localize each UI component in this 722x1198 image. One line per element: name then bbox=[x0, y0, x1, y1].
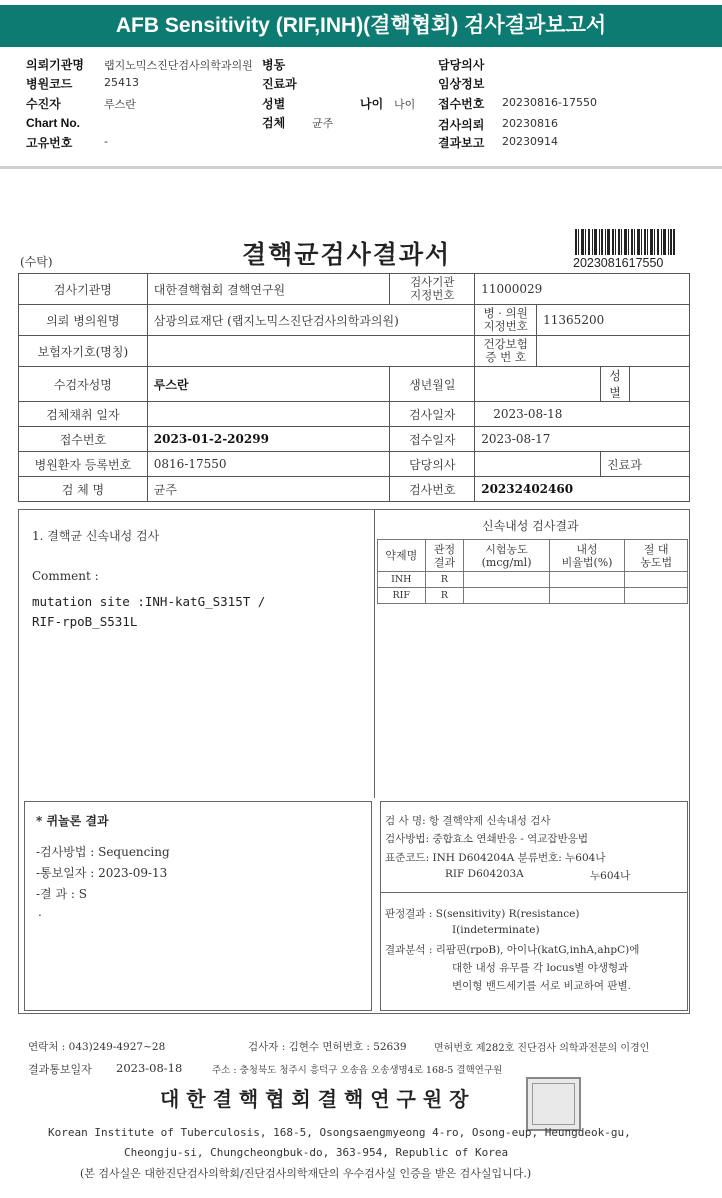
client-code-value: 11365200 bbox=[537, 305, 690, 336]
accession-value-cell: 2023-01-2-20299 bbox=[147, 427, 390, 452]
patient-name-label: 수검자성명 bbox=[19, 367, 148, 402]
doctor-label-cell: 담당의사 bbox=[390, 452, 475, 477]
quinolone-title: * 퀴놀론 결과 bbox=[36, 814, 109, 828]
accession-label-cell: 접수번호 bbox=[19, 427, 148, 452]
lab-name-value: 대한결핵협회 결핵연구원 bbox=[147, 274, 390, 305]
quinolone-notice-date: -통보일자 : 2023-09-13 bbox=[36, 866, 168, 880]
ward-label: 병동 bbox=[262, 58, 286, 72]
method-test-name: 검 사 명: 항 결핵약제 신속내성 검사 bbox=[385, 815, 551, 827]
age-label: 나이 bbox=[360, 97, 384, 111]
footer-english-2: Cheongju-si, Chungcheongbuk-do, 363-954, Republic of Korea bbox=[124, 1146, 509, 1159]
test-no-label: 검사번호 bbox=[390, 477, 475, 502]
table-row bbox=[19, 427, 690, 452]
quinolone-box bbox=[24, 801, 372, 1011]
insured-label: 보험자기호(명칭) bbox=[19, 336, 148, 367]
requester-value: 랩지노믹스진단검사의학과의원 bbox=[104, 59, 253, 72]
report-date-label: 결과보고 bbox=[438, 136, 485, 150]
sens-abs-rif bbox=[625, 588, 688, 604]
receipt-date-label: 접수일자 bbox=[390, 427, 475, 452]
hosp-reg-value: 0816-17550 bbox=[147, 452, 390, 477]
sex-label: 성별 bbox=[262, 97, 286, 111]
table-row bbox=[19, 274, 690, 305]
sens-header-absolute: 절 대 농도법 bbox=[625, 540, 688, 572]
client-code-label: 병 · 의원 지정번호 bbox=[475, 305, 537, 336]
unique-no-label: 고유번호 bbox=[26, 136, 73, 150]
insured-value bbox=[147, 336, 474, 367]
sens-result-inh: R bbox=[425, 572, 464, 588]
table-row bbox=[19, 305, 690, 336]
request-date-value: 20230816 bbox=[502, 117, 558, 130]
footer-institute-name: 대 한 결 핵 협 회 결 핵 연 구 원 장 bbox=[160, 1087, 469, 1111]
sens-drug-inh: INH bbox=[378, 572, 426, 588]
hospital-code-label: 병원코드 bbox=[26, 77, 73, 91]
analysis-line-1: 결과분석 : 리팜핀(rpoB), 아이나(katG,inhA,ahpC)에 bbox=[385, 944, 640, 956]
section-title: 1. 결핵균 신속내성 검사 bbox=[32, 529, 160, 543]
sens-header-ratio: 내성 비율법(%) bbox=[549, 540, 625, 572]
requester-label: 의뢰기관명 bbox=[26, 58, 84, 72]
method-test-method: 검사방법: 중합효소 연쇄반응 - 역교잡반응법 bbox=[385, 833, 589, 845]
specimen-name-value: 균주 bbox=[147, 477, 390, 502]
barcode bbox=[575, 229, 675, 255]
collect-date-value bbox=[147, 402, 390, 427]
quinolone-result: -결 과 : S bbox=[36, 887, 87, 901]
official-seal bbox=[526, 1077, 581, 1131]
method-std-code-2: RIF D604203A bbox=[445, 868, 524, 880]
collect-date-label: 검체채취 일자 bbox=[19, 402, 148, 427]
footer-notice-label: 결과통보일자 bbox=[28, 1063, 92, 1076]
quinolone-method: -검사방법 : Sequencing bbox=[36, 845, 170, 859]
hosp-reg-label: 병원환자 등록번호 bbox=[19, 452, 148, 477]
lab-name-label: 검사기관명 bbox=[19, 274, 148, 305]
table-row bbox=[378, 588, 688, 604]
report-header bbox=[0, 0, 722, 51]
judge-line-2: I(indeterminate) bbox=[452, 924, 540, 936]
insurance-no-label: 건강보험 증 번 호 bbox=[475, 336, 537, 367]
footer-license: 면허번호 제282호 진단검사 의학과전문의 이경인 bbox=[434, 1043, 650, 1054]
request-date-label: 검사의뢰 bbox=[438, 118, 485, 132]
sens-ratio-inh bbox=[549, 572, 625, 588]
report-date-value: 20230914 bbox=[502, 135, 558, 148]
patient-info-table bbox=[18, 273, 690, 502]
table-row bbox=[19, 367, 690, 402]
barcode-number: 2023081617550 bbox=[573, 256, 664, 270]
sens-header-result: 관정 결과 bbox=[425, 540, 464, 572]
specimen-label: 검체 bbox=[262, 116, 286, 130]
footer-address: 주소 : 충청북도 청주시 흥덕구 오송읍 오송생명4로 168-5 결핵연구원 bbox=[212, 1065, 503, 1076]
method-box-divider bbox=[380, 892, 688, 893]
unique-no-value: - bbox=[104, 135, 108, 148]
table-row bbox=[19, 477, 690, 502]
footer-certification: (본 검사실은 대한진단검사의학회/진단검사의학재단의 우수검사실 인증을 받은 검사실입니다.) bbox=[80, 1167, 532, 1180]
judge-line-1: 판정결과 : S(sensitivity) R(resistance) bbox=[385, 908, 580, 920]
receipt-date-value: 2023-08-17 bbox=[475, 427, 690, 452]
mutation-line-1: mutation site :INH-katG_S315T / bbox=[32, 594, 266, 609]
test-date-label: 검사일자 bbox=[390, 402, 475, 427]
sens-table-title: 신속내성 검사결과 bbox=[482, 519, 579, 533]
patient-label: 수진자 bbox=[26, 97, 61, 111]
accession-value: 20230816-17550 bbox=[502, 96, 597, 109]
lab-code-value: 11000029 bbox=[475, 274, 690, 305]
sens-header-drug: 약제명 bbox=[378, 540, 426, 572]
analysis-line-3: 변이형 밴드세기를 서로 비교하여 판별. bbox=[452, 980, 631, 992]
result-frame-divider bbox=[374, 509, 375, 798]
patient-value: 루스란 bbox=[104, 98, 136, 111]
age-value: 나이 bbox=[394, 98, 416, 111]
table-row bbox=[19, 336, 690, 367]
footer-notice-date: 2023-08-18 bbox=[116, 1061, 183, 1075]
mutation-line-2: RIF-rpoB_S531L bbox=[32, 614, 138, 629]
birth-value bbox=[475, 367, 601, 402]
doctor-label: 담당의사 bbox=[438, 58, 485, 72]
method-class-code-2: 누604나 bbox=[590, 870, 631, 882]
sens-result-rif: R bbox=[425, 588, 464, 604]
dept-label-cell: 진료과 bbox=[601, 452, 690, 477]
specimen-value: 균주 bbox=[312, 117, 334, 130]
table-row bbox=[378, 540, 688, 572]
consign-label: (수탁) bbox=[20, 255, 53, 269]
sens-drug-rif: RIF bbox=[378, 588, 426, 604]
footer-examiner: 검사자 : 김현수 면허번호 : 52639 bbox=[248, 1041, 407, 1053]
sex-value bbox=[630, 367, 690, 402]
table-row bbox=[378, 572, 688, 588]
client-value: 삼광의료재단 (랩지노믹스진단검사의학과의원) bbox=[147, 305, 474, 336]
footer-english-1: Korean Institute of Tuberculosis, 168-5, Osongsaengmyeong 4-ro, Osong-eup, Heungdeok-gu, bbox=[48, 1126, 631, 1139]
lab-code-label: 검사기관 지정번호 bbox=[390, 274, 475, 305]
chart-no-label: Chart No. bbox=[26, 116, 80, 130]
sens-conc-rif bbox=[464, 588, 549, 604]
clinical-info-label: 임상정보 bbox=[438, 77, 485, 91]
report-meta bbox=[0, 54, 722, 154]
analysis-line-2: 대한 내성 유무를 각 locus별 야생형과 bbox=[452, 962, 629, 974]
sens-abs-inh bbox=[625, 572, 688, 588]
table-row bbox=[19, 402, 690, 427]
insurance-no-value bbox=[537, 336, 690, 367]
scanned-result-document bbox=[0, 166, 722, 1198]
birth-label: 생년월일 bbox=[390, 367, 475, 402]
footer-contact: 연락처 : 043)249-4927~28 bbox=[28, 1041, 166, 1053]
method-std-code-1: 표준코드: INH D604204A 분류번호: 누604나 bbox=[385, 852, 606, 864]
sens-conc-inh bbox=[464, 572, 549, 588]
doctor-value bbox=[475, 452, 601, 477]
hospital-code-value: 25413 bbox=[104, 76, 139, 89]
sensitivity-table bbox=[377, 539, 688, 604]
department-label: 진료과 bbox=[262, 77, 297, 91]
document-title: 결핵균검사결과서 bbox=[242, 240, 452, 269]
sens-ratio-rif bbox=[549, 588, 625, 604]
specimen-name-label: 검 체 명 bbox=[19, 477, 148, 502]
comment-label: Comment : bbox=[32, 569, 99, 583]
test-no-value: 20232402460 bbox=[475, 477, 690, 502]
quinolone-dot: . bbox=[38, 905, 42, 919]
client-label: 의뢰 병의원명 bbox=[19, 305, 148, 336]
sex-label-cell: 성별 bbox=[601, 367, 630, 402]
test-date-value: 2023-08-18 bbox=[475, 402, 690, 427]
table-row bbox=[19, 452, 690, 477]
accession-label: 접수번호 bbox=[438, 97, 485, 111]
report-title: AFB Sensitivity (RIF,INH)(결핵협회) 검사결과보고서 bbox=[0, 5, 722, 47]
patient-name-value: 루스란 bbox=[147, 367, 390, 402]
sens-header-conc: 시험농도 (mcg/ml) bbox=[464, 540, 549, 572]
